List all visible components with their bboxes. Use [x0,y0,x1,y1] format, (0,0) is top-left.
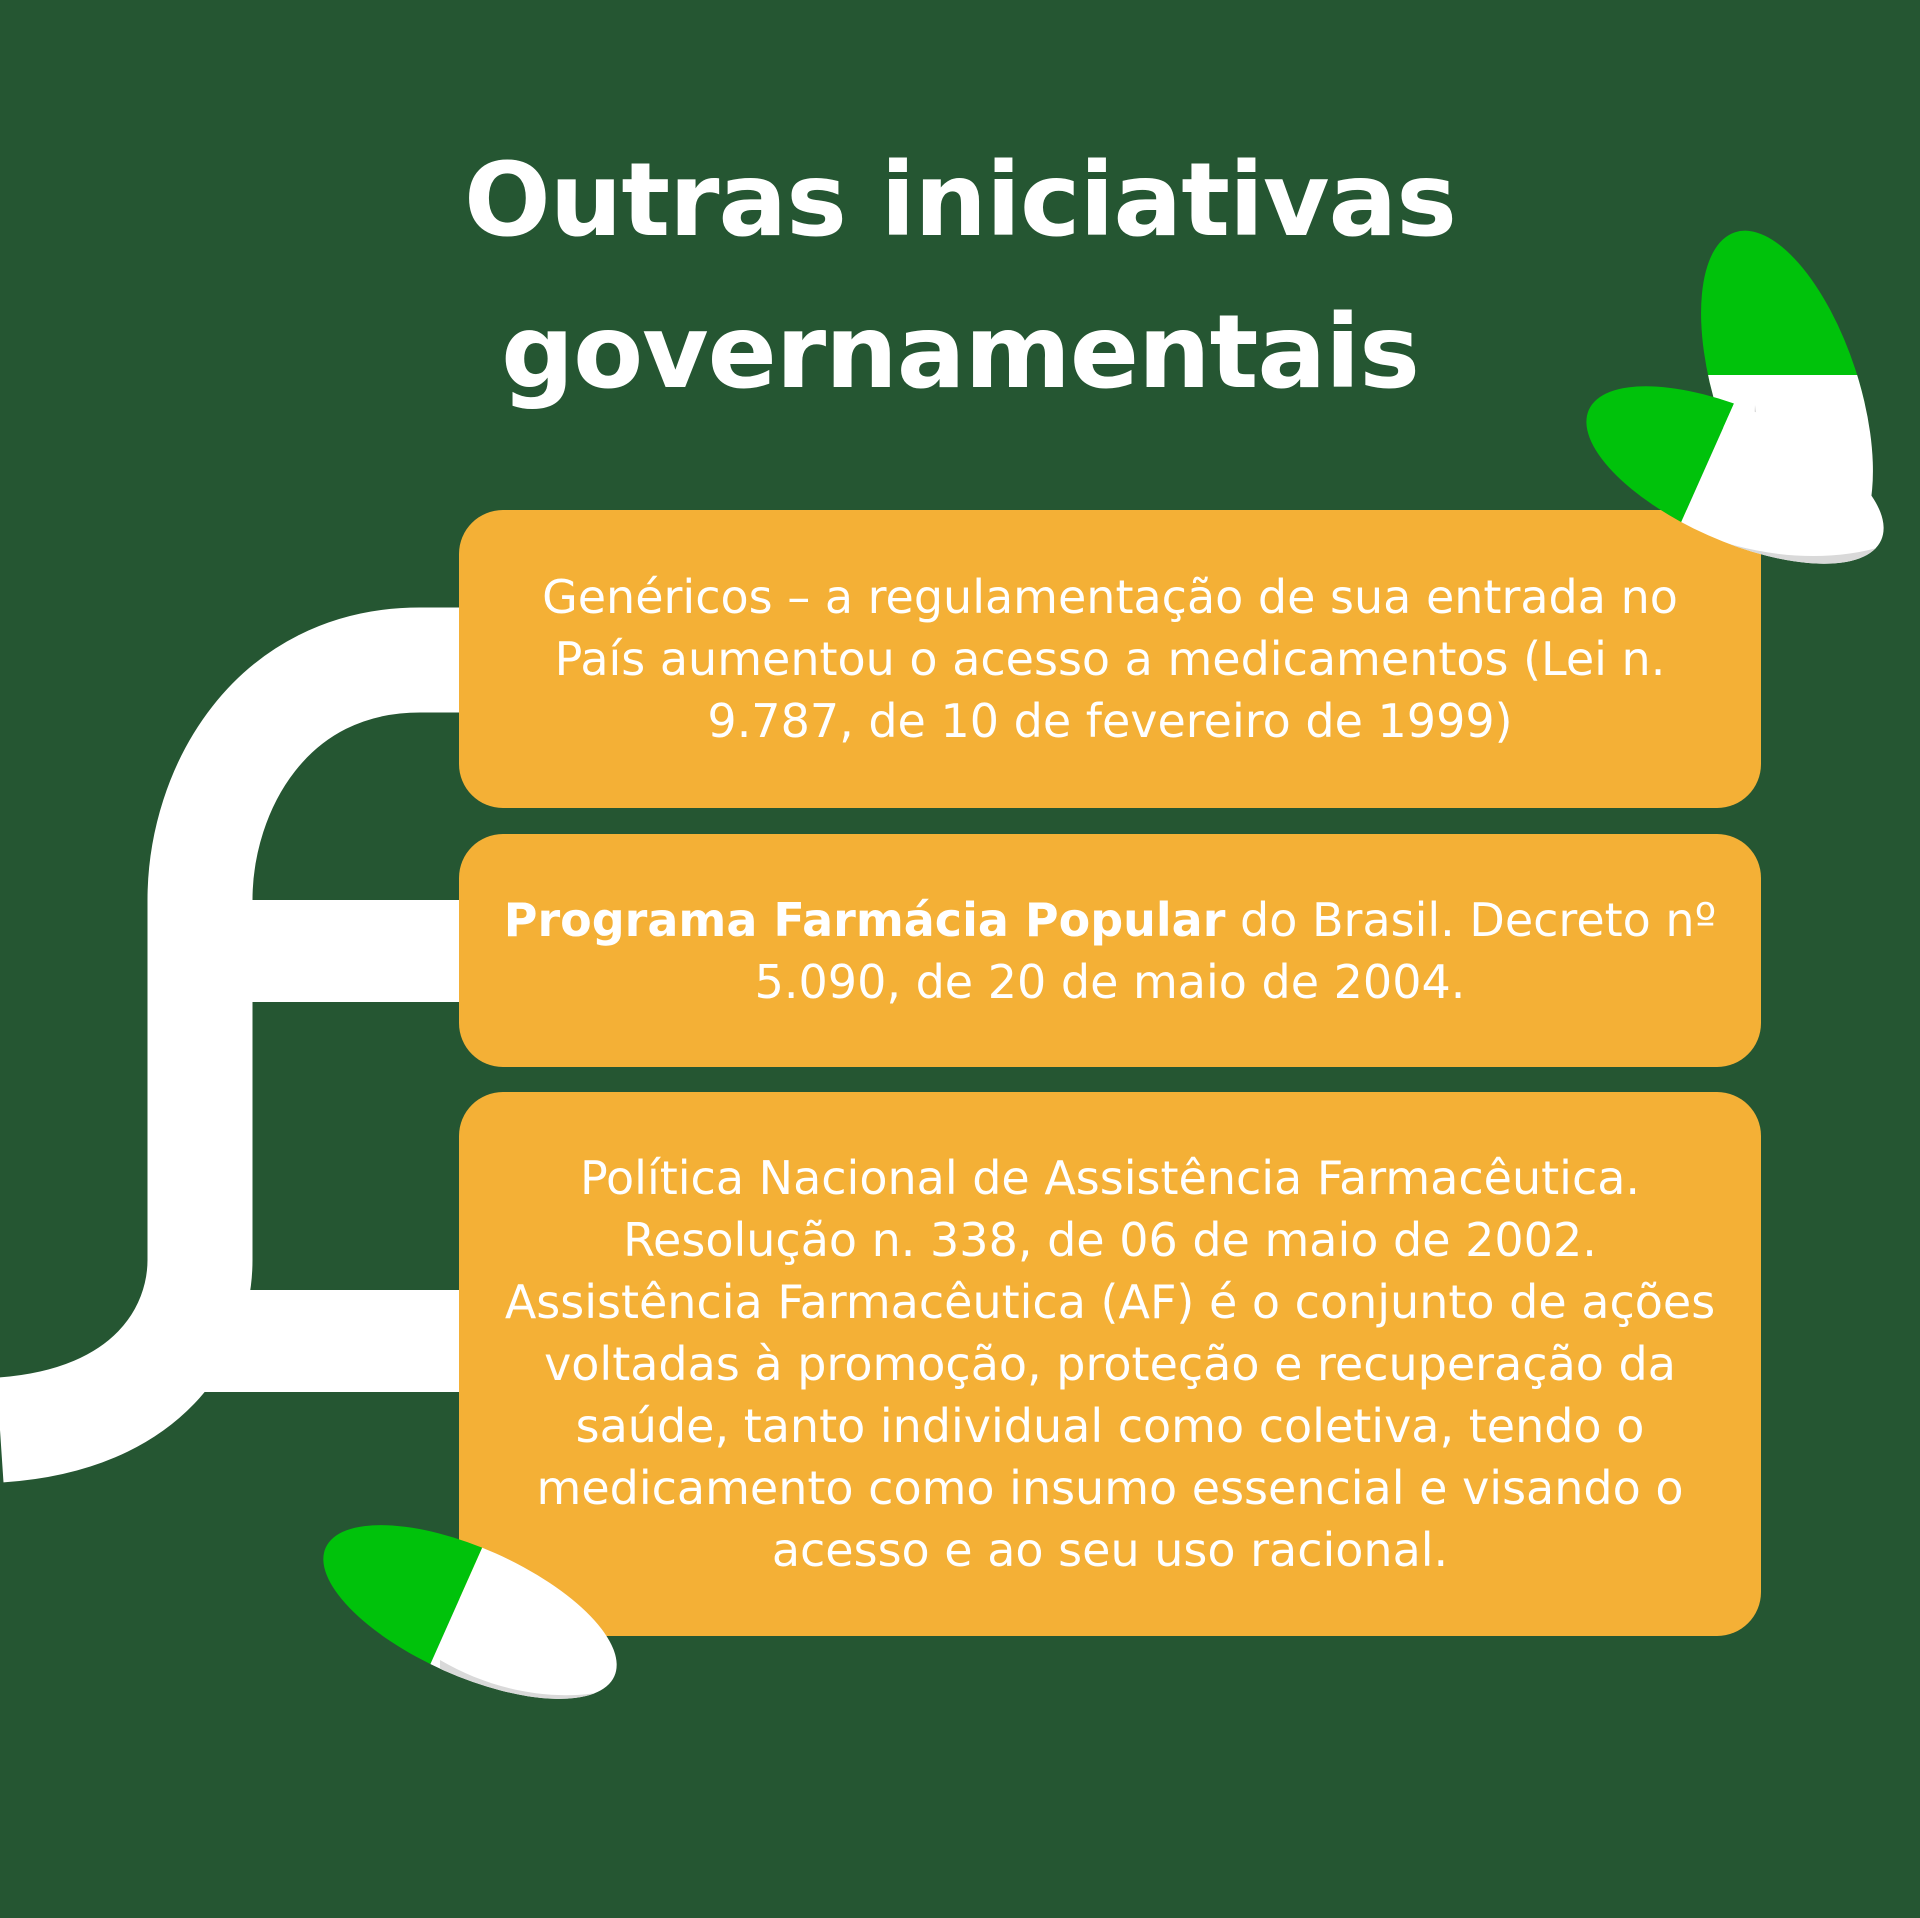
card-farmacia-popular-text [495,889,1725,1013]
title-line-2: governamentais [501,293,1419,412]
card-genericos-text: Genéricos – a regulamentação de sua entrada no País aumentou o acesso a medicamentos (Lei n. 9.787, de 10 de fevereiro de 1999) [542,570,1678,748]
card-farmacia-popular-rest: do Brasil. Decreto nº 5.090, de 20 de maio de 2004. [754,892,1717,1009]
card-farmacia-popular [459,834,1761,1067]
title-line-1: Outras iniciativas [464,141,1456,260]
card-politica-nacional-text: Política Nacional de Assistência Farmacêutica. Resolução n. 338, de 06 de maio de 2002. Assistência Farmacêutica (AF) é o conjunto de ações voltadas à promoção, proteção e recuperação da saúde, tanto individual como coletiva, tendo o medicamento como insumo essencial e visando o acesso e ao seu uso racional. [504,1151,1716,1577]
card-politica-nacional [459,1092,1761,1636]
card-farmacia-popular-bold: Programa Farmácia Popular [503,892,1226,947]
capsule-icon [310,1510,630,1715]
capsule-icon [1570,370,1900,580]
card-genericos [459,510,1761,808]
